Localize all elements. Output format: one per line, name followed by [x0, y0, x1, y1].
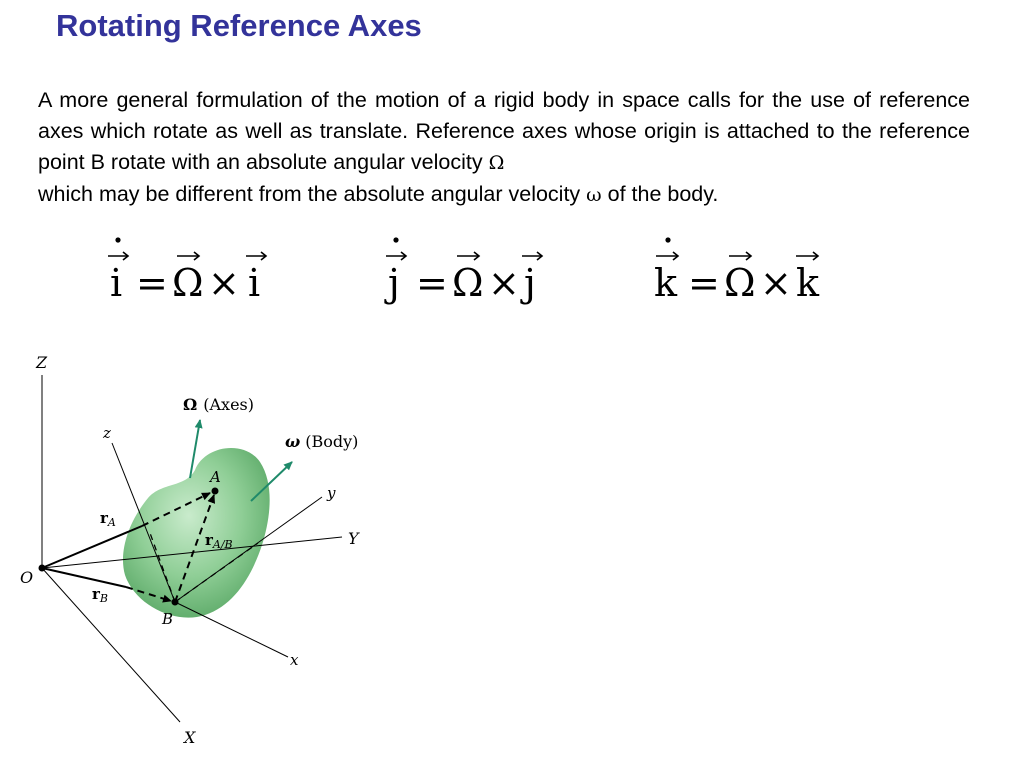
eq-rhs-vector: i [248, 261, 261, 305]
eq-rhs-omega: Ω [724, 261, 756, 305]
equation-i [100, 232, 300, 312]
label-rB: $r_B$ [92, 585, 108, 605]
equation-k [650, 232, 850, 312]
eq-equals: = [688, 261, 720, 305]
vector-arrow-icon [457, 252, 479, 260]
eq-lhs: k [654, 261, 678, 305]
vector-arrow-icon [796, 252, 818, 260]
time-derivative-dot [665, 237, 670, 242]
label-omega-axes: Ω (Axes) [183, 395, 254, 414]
vector-arrow-icon [386, 252, 406, 260]
vector-rB [42, 568, 126, 587]
label-rA: $r_A$ [100, 509, 116, 529]
eq-rhs-vector: j [524, 261, 536, 305]
rigid-body-shape [123, 448, 270, 618]
paragraph-part-2: which may be different from the absolute angular velocity [38, 182, 587, 206]
time-derivative-dot [393, 237, 398, 242]
vector-arrow-icon [177, 252, 199, 260]
paragraph-part-3: of the body. [601, 182, 719, 206]
page-title: Rotating Reference Axes [56, 8, 422, 43]
omega-capital-symbol: Ω [488, 152, 505, 174]
body-axis-x [175, 602, 288, 657]
label-Y: Y [348, 529, 359, 548]
vector-arrow-icon [729, 252, 751, 260]
eq-lhs: j [388, 261, 400, 305]
label-z: z [103, 424, 111, 442]
label-y: y [327, 484, 336, 502]
equation-j [378, 232, 578, 312]
eq-equals: = [136, 261, 168, 305]
eq-times: × [208, 261, 240, 305]
point-B [172, 599, 179, 606]
eq-times: × [488, 261, 520, 305]
eq-rhs-vector: k [796, 261, 820, 305]
label-Z: Z [36, 353, 48, 372]
vector-arrow-icon [656, 252, 678, 260]
omega-small-symbol: ω [586, 184, 602, 206]
point-O [39, 565, 46, 572]
description-paragraph [38, 85, 970, 211]
label-rAB: $r_{A/B}$ [205, 531, 233, 551]
paragraph-part-1: A more general formulation of the motion of a rigid body in space calls for the use of reference axes which rotate as well as translate. Reference axes whose origin is attached to the reference point B rotate with an absolute angular velocity [38, 88, 970, 174]
eq-rhs-omega: Ω [452, 261, 484, 305]
rigid-body-figure [0, 340, 400, 773]
label-B: B [162, 610, 174, 628]
eq-times: × [760, 261, 792, 305]
eq-equals: = [416, 261, 448, 305]
time-derivative-dot [115, 237, 120, 242]
eq-lhs: i [110, 261, 123, 305]
label-A: A [210, 468, 221, 486]
label-O: O [20, 568, 34, 587]
vector-arrow-icon [522, 252, 542, 260]
vector-arrow-icon [246, 252, 266, 260]
rigid-body-diagram [0, 340, 400, 768]
label-X: X [184, 728, 196, 747]
label-omega-body: ω (Body) [285, 432, 359, 451]
point-A [212, 488, 219, 495]
vector-arrow-icon [108, 252, 128, 260]
eq-rhs-omega: Ω [172, 261, 204, 305]
label-x: x [290, 651, 299, 669]
